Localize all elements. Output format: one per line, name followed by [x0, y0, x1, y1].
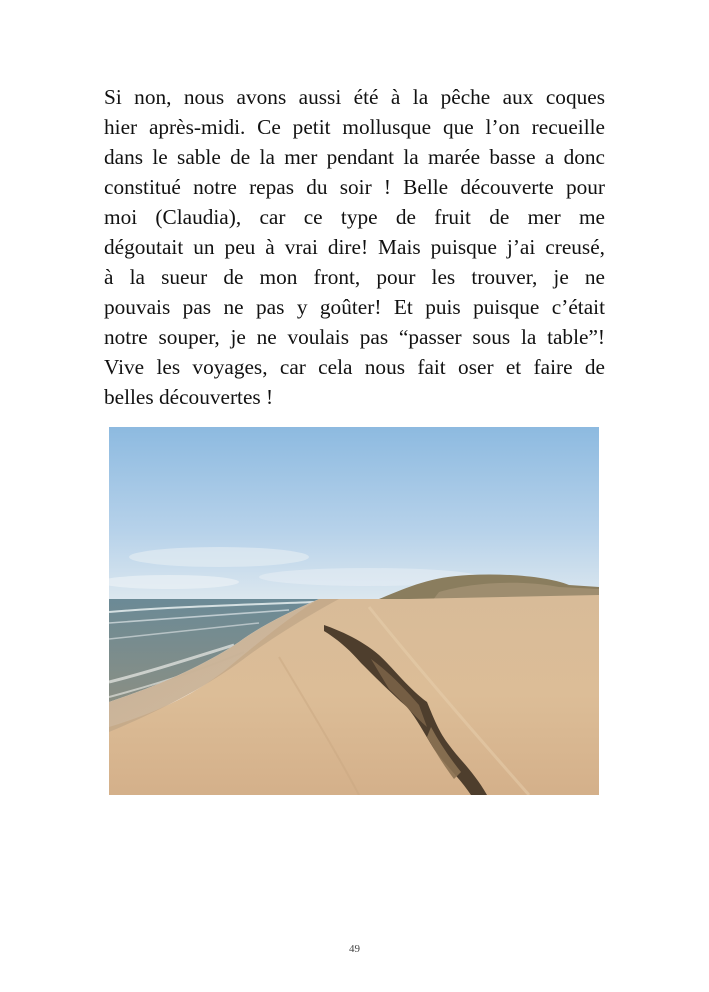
- paragraph-line: moi (Claudia), car ce type de fruit de mer me: [104, 205, 605, 229]
- paragraph-line: pouvais pas ne pas y goûter! Et puis puisque c’était: [104, 295, 605, 319]
- paragraph-line: dégoutait un peu à vrai dire! Mais puisque j’ai creusé,: [104, 235, 605, 259]
- paragraph-line: dans le sable de la mer pendant la marée basse a donc: [104, 145, 605, 169]
- body-paragraph: [104, 82, 605, 412]
- paragraph-line: hier après-midi. Ce petit mollusque que l’on recueille: [104, 115, 605, 139]
- paragraph-line: Si non, nous avons aussi été à la pêche aux coques: [104, 85, 605, 109]
- page-number: 49: [349, 943, 360, 955]
- paragraph-line: Vive les voyages, car cela nous fait oser et faire de: [104, 355, 605, 379]
- paragraph-line: belles découvertes !: [104, 385, 274, 409]
- beach-photo: [109, 427, 599, 795]
- paragraph-line: à la sueur de mon front, pour les trouver, je ne: [104, 265, 605, 289]
- beach-photo-illustration: [109, 427, 599, 795]
- paragraph-line: constitué notre repas du soir ! Belle découverte pour: [104, 175, 605, 199]
- paragraph-line: notre souper, je ne voulais pas “passer sous la table”!: [104, 325, 605, 349]
